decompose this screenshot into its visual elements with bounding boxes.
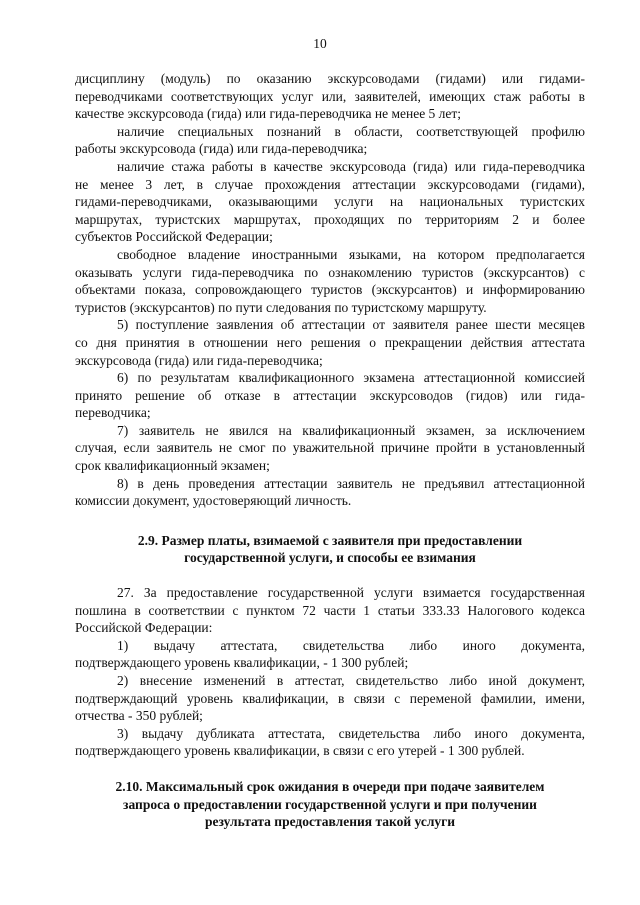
text-line: со дня принятия в отношении него решения о прекращении действия аттестата — [75, 334, 585, 350]
text-line: пошлина в соответствии с пунктом 72 части 1 статьи 333.33 Налогового кодекса — [75, 602, 585, 618]
text-line: наличие стажа работы в качестве экскурсовода (гида) или гида-переводчика — [117, 158, 585, 174]
text-line: Российской Федерации: — [75, 620, 213, 636]
text-line: субъектов Российской Федерации; — [75, 229, 273, 245]
text-line: маршрутах, туристских маршрутах, проходящих по территориям 2 и более — [75, 211, 585, 227]
text-line: 7) заявитель не явился на квалификационный экзамен, за исключением — [117, 422, 585, 438]
text-line: 1) выдачу аттестата, свидетельства либо иного документа, — [117, 637, 585, 653]
heading-line: запроса о предоставлении государственной услуги и при получении — [123, 796, 537, 812]
text-line: не менее 3 лет, в случае прохождения аттестации экскурсоводами (гидами), — [75, 176, 585, 192]
text-line: объектами показа, сопровождающего туристов (экскурсантов) и информированию — [75, 282, 585, 298]
heading-line: 2.10. Максимальный срок ожидания в очереди при подаче заявителем — [115, 778, 545, 794]
text-line: дисциплину (модуль) по оказанию экскурсоводами (гидами) или гидами- — [75, 71, 585, 86]
text-line: подтверждающий уровень квалификации, в связи с переменой фамилии, имени, — [75, 690, 585, 706]
text-line: принято решение об отказе в аттестации экскурсоводов (гидов) или гида- — [75, 387, 585, 403]
text-line: наличие специальных познаний в области, соответствующей профилю — [117, 123, 585, 139]
text-line: переводчиками соответствующих услуг или, заявителей, имеющих стаж работы в — [75, 88, 585, 104]
text-line: 27. За предоставление государственной услуги взимается государственная — [117, 585, 585, 601]
text-block-a — [75, 70, 585, 510]
text-line: экскурсовода (гида) или гида-переводчика; — [75, 352, 323, 368]
text-line: 3) выдачу дубликата аттестата, свидетельства либо иного документа, — [117, 725, 585, 741]
text-line: 2) внесение изменений в аттестат, свидетельство либо иной документ, — [117, 673, 585, 688]
page-number: 10 — [313, 36, 327, 51]
text-line: оказывать услуги гида-переводчика по ознакомлению туристов (экскурсантов) с — [75, 264, 585, 280]
text-line: переводчика; — [75, 405, 151, 421]
text-line: 5) поступление заявления об аттестации от заявителя ранее шести месяцев — [117, 317, 585, 333]
text-line: подтверждающего уровень квалификации, - 1 300 рублей; — [75, 655, 409, 671]
text-block-b — [75, 584, 585, 760]
text-line: качестве экскурсовода (гида) или гида-переводчика не менее 5 лет; — [75, 106, 462, 122]
text-line: свободное владение иностранными языками, на котором предполагается — [117, 246, 585, 262]
text-line: комиссии документ, удостоверяющий личность. — [75, 493, 352, 509]
text-line: работы экскурсовода (гида) или гида-переводчика; — [75, 141, 368, 157]
document-body — [75, 70, 585, 831]
text-line: гидами-переводчиками, оказывающими услуги на национальных туристских — [75, 194, 585, 210]
heading-line: результата предоставления такой услуги — [204, 814, 456, 830]
text-line: 8) в день проведения аттестации заявитель не предъявил аттестационной — [117, 475, 585, 491]
heading-line: государственной услуги, и способы ее взимания — [184, 550, 476, 566]
text-line: подтверждающего уровень квалификации, в связи с его утерей - 1 300 рублей. — [75, 743, 525, 759]
heading-line: 2.9. Размер платы, взимаемой с заявителя при предоставлении — [137, 532, 523, 548]
text-line: 6) по результатам квалификационного экзамена аттестационной комиссией — [117, 370, 585, 386]
text-line: случая, если заявитель не смог по уважительной причине пройти в установленный — [75, 440, 585, 456]
text-line: срок квалификационный экзамен; — [75, 458, 270, 474]
section-heading-2-9 — [75, 532, 585, 567]
text-line: отчества - 350 рублей; — [75, 708, 203, 724]
text-line: туристов (экскурсантов) по пути следования по туристскому маршруту. — [75, 299, 487, 315]
section-heading-2-10 — [75, 778, 585, 831]
